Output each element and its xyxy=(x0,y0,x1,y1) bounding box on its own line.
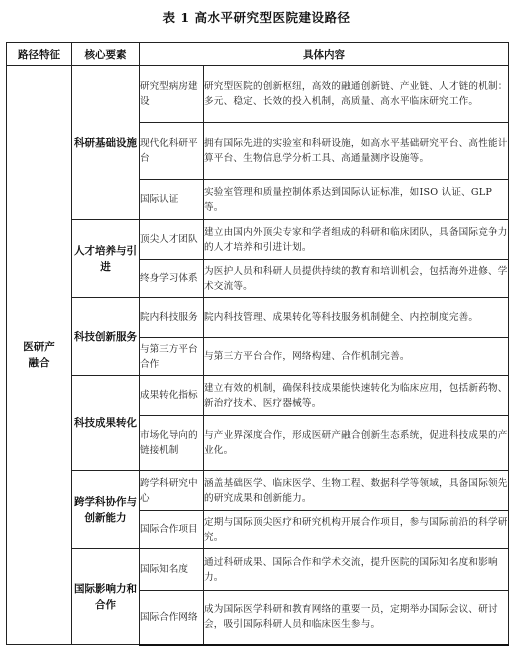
sub-item: 研究型病房建设 xyxy=(140,66,204,123)
sub-item: 院内科技服务 xyxy=(140,298,204,338)
sub-item: 跨学科研究中心 xyxy=(140,471,204,511)
sub-item: 国际合作网络 xyxy=(140,591,204,645)
table-row xyxy=(7,471,509,511)
header-core: 核心要素 xyxy=(72,43,140,66)
sub-item: 国际认证 xyxy=(140,180,204,220)
core-element-cell: 科研基础设施 xyxy=(72,66,140,220)
core-element-cell: 跨学科协作与创新能力 xyxy=(72,471,140,549)
description: 院内科技管理、成果转化等科技服务机制健全、内控制度完善。 xyxy=(204,298,509,338)
table-row xyxy=(7,549,509,591)
table-row xyxy=(7,66,509,123)
sub-item: 与第三方平台合作 xyxy=(140,338,204,376)
sub-item: 现代化科研平台 xyxy=(140,123,204,180)
table-row xyxy=(7,376,509,416)
description: 拥有国际先进的实验室和科研设施，如高水平基础研究平台、高性能计算平台、生物信息学分析工具、高通量测序设施等。 xyxy=(204,123,509,180)
description: 涵盖基础医学、临床医学、生物工程、数据科学等领域，具备国际领先的研究成果和创新能力。 xyxy=(204,471,509,511)
sub-item: 顶尖人才团队 xyxy=(140,220,204,260)
description: 成为国际医学科研和教育网络的重要一员，定期举办国际会议、研讨会，吸引国际科研人员和临床医生参与。 xyxy=(204,591,509,645)
path-feature-text: 医研产融合 xyxy=(23,341,55,369)
core-element-cell: 科技成果转化 xyxy=(72,376,140,471)
description: 建立有效的机制，确保科技成果能快速转化为临床应用，包括新药物、新治疗技术、医疗器械等。 xyxy=(204,376,509,416)
sub-item: 成果转化指标 xyxy=(140,376,204,416)
description: 研究型医院的创新枢纽，高效的融通创新链、产业链、人才链的机制：多元、稳定、长效的投入机制，高质量、高水平临床研究工作。 xyxy=(204,66,509,123)
description: 为医护人员和科研人员提供持续的教育和培训机会，包括海外进修、学术交流等。 xyxy=(204,260,509,298)
description: 实验室管理和质量控制体系达到国际认证标准，如ISO 认证、GLP 等。 xyxy=(204,180,509,220)
sub-item: 国际知名度 xyxy=(140,549,204,591)
sub-item: 市场化导向的链接机制 xyxy=(140,416,204,471)
description: 通过科研成果、国际合作和学术交流，提升医院的国际知名度和影响力。 xyxy=(204,549,509,591)
description: 与产业界深度合作，形成医研产融合创新生态系统，促进科技成果的产业化。 xyxy=(204,416,509,471)
description: 与第三方平台合作，网络构建、合作机制完善。 xyxy=(204,338,509,376)
header-content: 具体内容 xyxy=(140,43,509,66)
sub-item: 终身学习体系 xyxy=(140,260,204,298)
description: 建立由国内外顶尖专家和学者组成的科研和临床团队，具备国际竞争力的人才培养和引进计划。 xyxy=(204,220,509,260)
table-row xyxy=(7,220,509,260)
core-element-cell: 科技创新服务 xyxy=(72,298,140,376)
table-title: 表 1 高水平研究型医院建设路径 xyxy=(162,10,351,25)
path-feature-cell xyxy=(7,66,72,645)
header-path: 路径特征 xyxy=(7,43,72,66)
table-row xyxy=(7,298,509,338)
core-element-cell: 人才培养与引进 xyxy=(72,220,140,298)
construction-path-table xyxy=(6,42,509,646)
description: 定期与国际顶尖医疗和研究机构开展合作项目，参与国际前沿的科学研究。 xyxy=(204,511,509,549)
sub-item: 国际合作项目 xyxy=(140,511,204,549)
header-row xyxy=(7,43,509,66)
core-element-cell: 国际影响力和合作 xyxy=(72,549,140,645)
